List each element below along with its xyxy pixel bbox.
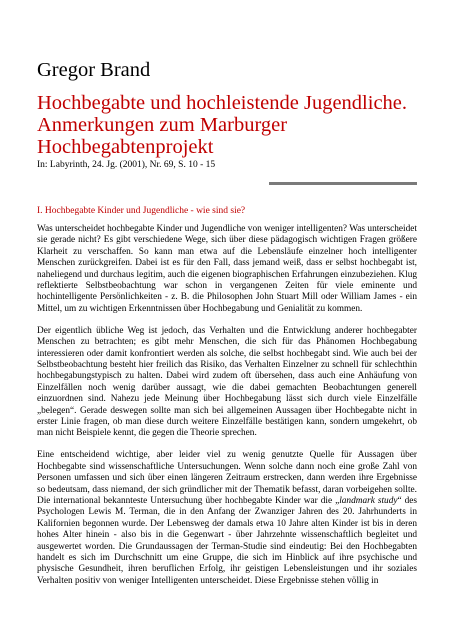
paragraph-3-start: Eine entscheidend wichtige, aber leider viel zu wenig genutzte Quelle für Aussagen über Hochbegabte sind wissenschaftliche Untersuchungen. Wenn solche dann noch eine große Zahl von Personen umfassen und sich über einen längeren Zeitraum erstrecken, dann werden ihre Ergebnisse so bedeutsam, dass niemand, der sich gründlicher mit der Thematik befasst, daran vorbeigehen sollte. Die international bekannteste Untersuchung über hochbegabte Kinder war die „ [37, 450, 417, 506]
document-title: Hochbegabte und hochleistende Jugendliche. Anmerkungen zum Marburger Hochbegabtenprojekt [37, 92, 408, 158]
paragraph-1: Was unterscheidet hochbegabte Kinder und Jugendliche von weniger intelligenten? Was unterscheidet sie gerade nicht? Es gibt verschiedene Wege, sich über diese pädagogisch wichtigen Fragen größere Klarheit zu verschaffen. So kann man etwa auf die Lebensläufe einzelner hoch intelligenter Menschen zurückgreifen. Dabei ist es für den Fall, dass jemand weiß, dass er selbst hochbegabt ist, naheliegend und durchaus legitim, auch die eigenen biographischen Erfahrungen einzubeziehen. Klug reflektierte Selbstbeobachtung war schon in vergangenen Zeiten für viele eminente und hochintelligente Persönlichkeiten - z. B. die Philosophen John Stuart Mill oder William James - ein Mittel, um zu wichtigen Erkenntnissen über Hochbegabung und Genialität zu kommen. [37, 224, 417, 314]
paragraph-2: Der eigentlich übliche Weg ist jedoch, das Verhalten und die Entwicklung anderer hochbegabter Menschen zu betrachten; es gibt mehr Menschen, die sich für das Phänomen Hochbegabung interessieren oder damit konfrontiert werden als solche, die selbst hochbegabt sind. Wie auch bei der Selbstbeobachtung besteht hier freilich das Risiko, das Verhalten Einzelner zu schnell für schlechthin hochbegabungstypisch zu halten. Dabei wird zudem oft übersehen, dass auch eine Anhäufung von Einzelfällen noch wenig darüber aussagt, wie die dabei gemachten Beobachtungen generell einzuordnen sind. Nahezu jede Meinung über Hochbegabung lässt sich durch viele Einzelfälle „belegen“. Gerade deswegen sollte man sich bei allgemeinen Aussagen über Hochbegabte nicht in erster Linie fragen, ob man diese durch weitere Einzelfälle bestätigen kann, sondern umgekehrt, ob man nicht Beispiele kennt, die gegen die Theorie sprechen. [37, 325, 417, 439]
horizontal-rule [269, 182, 417, 185]
body-text [37, 224, 417, 598]
citation: In: Labyrinth, 24. Jg. (2001), Nr. 69, S. 10 - 15 [37, 160, 216, 170]
section-heading: I. Hochbegabte Kinder und Jugendliche - wie sind sie? [37, 206, 246, 216]
emphasized-term: landmark study [339, 495, 398, 506]
author-name: Gregor Brand [37, 59, 151, 81]
paragraph-3 [37, 450, 417, 587]
paragraph-3-end: “ des Psychologen Lewis M. Terman, die in den Anfang der Zwanziger Jahren des 20. Jahrhunderts in Kalifornien begonnen wurde. Der Lebensweg der damals etwa 10 Jahre alten Kinder ist bis in deren hohes Alter hinein - also bis in die Gegenwart - über Jahrzehnte wissenschaftlich begleitet und ausgewertet worden. Die Grundaussagen der Terman-Studie sind eindeutig: Bei den Hochbegabten handelt es sich im Durchschnitt um eine Gruppe, die sich im Hinblick auf ihre psychische und physische Gesundheit, ihren beruflichen Erfolg, ihr geistigen Lebensleistungen und ihr soziales Verhalten positiv von weniger Intelligenten unterscheidet. Diese Ergebnisse stehen völlig in [37, 495, 417, 586]
